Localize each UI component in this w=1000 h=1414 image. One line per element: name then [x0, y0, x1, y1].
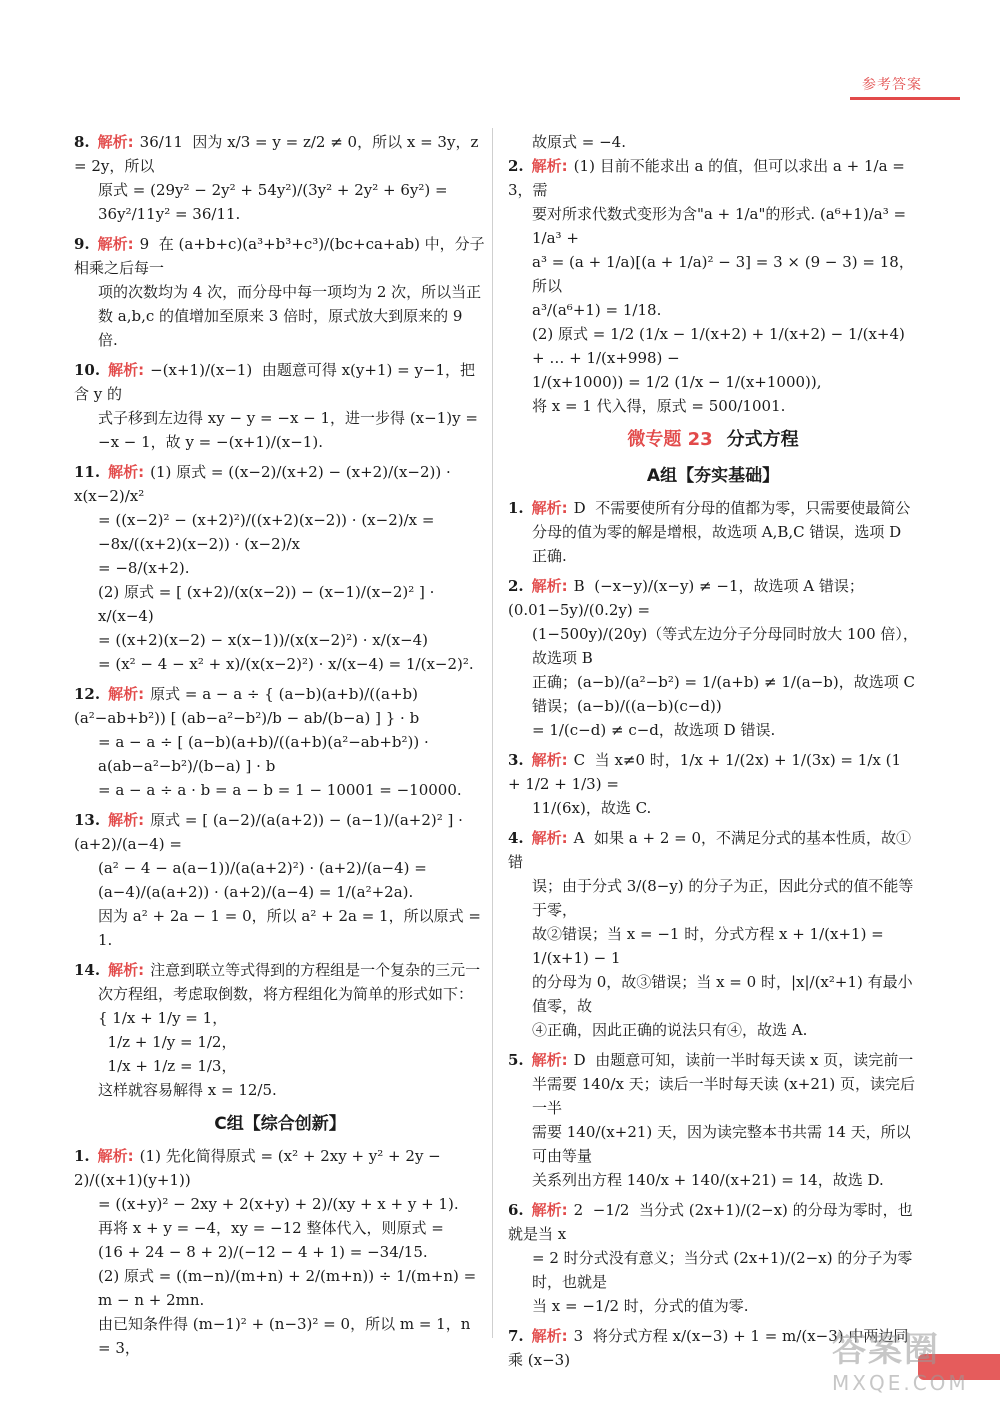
answer-text-line: = a − a ÷ a · b = a − b = 1 − 10001 = −10000.: [98, 781, 462, 799]
answer-item: [74, 808, 486, 952]
answer-first-line: [74, 808, 486, 856]
analysis-label: 解析:: [108, 961, 145, 979]
answer-text-line: (1) 原式 = ((x−2)/(x+2) − (x+2)/(x−2)) · x(x−2)/x²: [74, 463, 456, 505]
answer-number: 11.: [74, 463, 101, 481]
topic-number: 微专题 23: [627, 429, 713, 450]
answer-text-line: 原式 = a − a ÷ { (a−b)(a+b)/((a+b)(a²−ab+b²)) [ (ab−a²−b²)/b − ab/(b−a) ] } · b: [74, 685, 420, 727]
answer-text-line: 这样就容易解得 x = 12/5.: [98, 1081, 277, 1099]
answer-first-line: [74, 460, 486, 508]
section-heading-c: C组【综合创新】: [214, 1114, 346, 1134]
answer-text-line: 因为 a² + 2a − 1 = 0，所以 a² + 2a = 1，所以原式 = 1.: [98, 907, 486, 949]
answer-text-line: (16 + 24 − 8 + 2)/(−12 − 4 + 1) = −34/15.: [98, 1243, 428, 1261]
answer-text-line: 36/11 因为 x/3 = y = z/2 ≠ 0，所以 x = 3y，z = 2y，所以: [74, 133, 484, 175]
answer-item: [508, 496, 918, 568]
answer-item: [74, 460, 486, 676]
answer-text-line: 原式 = [ (a−2)/(a(a+2)) − (a−1)/(a+2)² ] · (a+2)/(a−4) =: [74, 811, 468, 853]
topic-heading: [508, 428, 918, 452]
answer-number: 5.: [508, 1051, 524, 1069]
answer-first-line: [74, 232, 486, 280]
answer-first-line: [508, 496, 918, 520]
answer-first-line: [74, 682, 486, 730]
answer-text-line: = (x² − 4 − x² + x)/(x(x−2)²) · x/(x−4) = 1/(x−2)².: [98, 655, 474, 673]
analysis-label: 解析:: [531, 499, 568, 517]
answer-first-line: [508, 574, 918, 622]
answer-text-line: 再将 x + y = −4，xy = −12 整体代入，则原式 =: [98, 1219, 444, 1237]
answer-text-line: (1) 先化简得原式 = (x² + 2xy + y² + 2y − 2)/((x+1)(y+1)): [74, 1147, 446, 1189]
answer-item: [74, 1144, 486, 1360]
answer-text-line: 注意到联立等式得到的方程组是一个复杂的三元一: [150, 961, 481, 979]
answer-number: 1.: [508, 499, 524, 517]
answer-item: [508, 574, 918, 742]
section-heading-a: A组【夯实基础】: [646, 466, 780, 486]
left-column: [74, 130, 486, 1366]
answer-first-line: [508, 826, 918, 874]
answer-text-line: B (−x−y)/(x−y) ≠ −1，故选项 A 错误；(0.01−5y)/(0.2y) =: [508, 577, 864, 619]
answer-text-line: 项的次数均为 4 次，而分母中每一项均为 2 次，所以当正: [98, 283, 482, 301]
answer-text-line: C 当 x≠0 时，1/x + 1/(2x) + 1/(3x) = 1/x (1 + 1/2 + 1/3) =: [508, 751, 906, 793]
answer-text-line: = 2 时分式没有意义；当分式 (2x+1)/(2−x) 的分子为零时，也就是: [532, 1249, 913, 1291]
column-divider: [492, 128, 493, 1338]
answer-number: 10.: [74, 361, 101, 379]
answer-text-line: (2) 原式 = 1/2 (1/x − 1/(x+2) + 1/(x+2) − 1/(x+4) + … + 1/(x+998) −: [532, 325, 910, 367]
answer-text-line: D 由题意可知，读前一半时每天读 x 页，读完前一: [573, 1051, 914, 1069]
answer-text-line: 1/(x+1000)) = 1/2 (1/x − 1/(x+1000)),: [532, 373, 822, 391]
answer-item: [74, 958, 486, 1102]
answer-number: 8.: [74, 133, 90, 151]
analysis-label: 解析:: [108, 463, 145, 481]
answer-first-line: [508, 748, 918, 796]
answer-text-line: 的分母为 0，故③错误；当 x = 0 时，|x|/(x²+1) 有最小值零，故: [532, 973, 913, 1015]
answer-text-line: 式子移到左边得 xy − y = −x − 1，进一步得 (x−1)y =: [98, 409, 478, 427]
answer-item: [508, 826, 918, 1042]
analysis-label: 解析:: [531, 157, 568, 175]
analysis-label: 解析:: [97, 235, 134, 253]
answer-text-line: −x − 1，故 y = −(x+1)/(x−1).: [98, 433, 323, 451]
answer-number: 9.: [74, 235, 90, 253]
answer-number: 2.: [508, 577, 524, 595]
answer-text-line: = ((x+2)(x−2) − x(x−1))/(x(x−2)²) · x/(x−4): [98, 631, 429, 649]
answer-text-line: = ((x−2)² − (x+2)²)/((x+2)(x−2)) · (x−2)/x = −8x/((x+2)(x−2)) · (x−2)/x: [98, 511, 440, 553]
answer-text-line: 1/z + 1/y = 1/2，: [98, 1033, 237, 1051]
page-header: [810, 0, 1000, 100]
answer-number: 13.: [74, 811, 101, 829]
answer-item: [508, 748, 918, 820]
answer-text-line: 半需要 140/x 天；读后一半时每天读 (x+21) 页，读完后一半: [532, 1075, 916, 1117]
answer-text-line: (1−500y)/(20y)（等式左边分子分母同时放大 100 倍），故选项 B: [532, 625, 918, 667]
answer-text-line: 次方程组，考虑取倒数，将方程组化为简单的形式如下：: [98, 985, 474, 1003]
answer-text-line: A 如果 a + 2 = 0，不满足分式的基本性质，故①错: [508, 829, 912, 871]
answer-item: [508, 1198, 918, 1318]
answer-text-line: 1/x + 1/z = 1/3，: [98, 1057, 237, 1075]
watermark: [832, 1322, 982, 1395]
answer-first-line: [508, 154, 918, 202]
answer-text-line: 原式 = (29y² − 2y² + 54y²)/(3y² + 2y² + 6y²) = 36y²/11y² = 36/11.: [98, 181, 453, 223]
answer-first-line: [74, 130, 486, 178]
analysis-label: 解析:: [108, 361, 145, 379]
answer-text-line: 故②错误；当 x = −1 时，分式方程 x + 1/(x+1) = 1/(x+1) − 1: [532, 925, 889, 967]
answer-text-line: (2) 原式 = [ (x+2)/(x(x−2)) − (x−1)/(x−2)² ] · x/(x−4): [98, 583, 440, 625]
header-rule: [850, 97, 960, 100]
answer-text-line: 11/(6x)，故选 C.: [532, 799, 652, 817]
answer-number: 12.: [74, 685, 101, 703]
analysis-label: 解析:: [97, 133, 134, 151]
answer-first-line: [508, 1198, 918, 1246]
answer-text-line: = a − a ÷ [ (a−b)(a+b)/((a+b)(a²−ab+b²)) · a(ab−a²−b²)/(b−a) ] · b: [98, 733, 434, 775]
answer-number: 14.: [74, 961, 101, 979]
answer-text-line: (1) 目前不能求出 a 的值，但可以求出 a + 1/a = 3，需: [508, 157, 910, 199]
answer-text-line: (a² − 4 − a(a−1))/(a(a+2)²) · (a+2)/(a−4) = (a−4)/(a(a+2)) · (a+2)/(a−4) = 1/(a²+2a).: [98, 859, 432, 901]
watermark-logo-text: 答案圈: [832, 1330, 940, 1370]
header-title: 参考答案: [862, 77, 922, 93]
answer-text-line: 误；由于分式 3/(8−y) 的分子为正，因此分式的值不能等于零，: [532, 877, 914, 919]
answer-first-line: [74, 358, 486, 406]
answer-text-line: 要对所求代数式变形为含"a + 1/a"的形式. (a⁶+1)/a³ = 1/a³ +: [532, 205, 911, 247]
answer-text-line: (2) 原式 = ((m−n)/(m+n) + 2/(m+n)) ÷ 1/(m+n) = m − n + 2mn.: [98, 1267, 482, 1309]
answer-text-line: = −8/(x+2).: [98, 559, 190, 577]
answer-first-line: [74, 958, 486, 982]
answer-item: [74, 682, 486, 802]
answer-item: [508, 154, 918, 418]
answer-text-line: { 1/x + 1/y = 1，: [98, 1009, 228, 1027]
answer-text-line: ④正确，因此正确的说法只有④，故选 A.: [532, 1021, 808, 1039]
answer-text-line: 正确；(a−b)/(a²−b²) = 1/(a+b) ≠ 1/(a−b)，故选项 C 错误；(a−b)/((a−b)(c−d)): [532, 673, 920, 715]
answer-number: 3.: [508, 751, 524, 769]
answer-text-line: a³ = (a + 1/a)[(a + 1/a)² − 3] = 3 × (9 − 3) = 18，所以: [532, 253, 914, 295]
answer-text-line: 分母的值为零的解是增根，故选项 A,B,C 错误，选项 D: [532, 523, 902, 541]
answer-text-line: D 不需要使所有分母的值都为零，只需要使最简公: [573, 499, 911, 517]
answer-number: 4.: [508, 829, 524, 847]
analysis-label: 解析:: [531, 1327, 568, 1345]
answer-number: 2.: [508, 157, 524, 175]
answer-text-line: 数 a,b,c 的值增加至原来 3 倍时，原式放大到原来的 9 倍.: [98, 307, 468, 349]
analysis-label: 解析:: [108, 685, 145, 703]
analysis-label: 解析:: [531, 577, 568, 595]
answer-text-line: 正确.: [532, 547, 567, 565]
answer-text-line: a³/(a⁶+1) = 1/18.: [532, 301, 662, 319]
analysis-label: 解析:: [531, 829, 568, 847]
answer-text-line: 需要 140/(x+21) 天，因为读完整本书共需 14 天，所以可由等量: [532, 1123, 911, 1165]
continued-line: 故原式 = −4.: [532, 133, 626, 151]
answer-item: [74, 358, 486, 454]
analysis-label: 解析:: [108, 811, 145, 829]
answer-number: 6.: [508, 1201, 524, 1219]
answer-text-line: = ((x+y)² − 2xy + 2(x+y) + 2)/(xy + x + y + 1).: [98, 1195, 459, 1213]
answer-text-line: 2 −1/2 当分式 (2x+1)/(2−x) 的分母为零时，也就是当 x: [508, 1201, 913, 1243]
answer-number: 7.: [508, 1327, 524, 1345]
answer-text-line: 3 将分式方程 x/(x−3) + 1 = m/(x−3) 中两边同乘 (x−3): [508, 1327, 909, 1369]
answer-text-line: 关系列出方程 140/x + 140/(x+21) = 14，故选 D.: [532, 1171, 884, 1189]
analysis-label: 解析:: [531, 751, 568, 769]
answer-text-line: −(x+1)/(x−1) 由题意可得 x(y+1) = y−1，把含 y 的: [74, 361, 476, 403]
answer-text-line: = 1/(c−d) ≠ c−d，故选项 D 错误.: [532, 721, 776, 739]
answer-text-line: 9 在 (a+b+c)(a³+b³+c³)/(bc+ca+ab) 中，分子相乘之后每一: [74, 235, 485, 277]
watermark-url: MXQE.COM: [832, 1371, 969, 1395]
answer-text-line: 由已知条件得 (m−1)² + (n−3)² = 0，所以 m = 1，n = 3，: [98, 1315, 476, 1357]
answer-first-line: [508, 1048, 918, 1072]
answer-item: [74, 130, 486, 226]
analysis-label: 解析:: [531, 1201, 568, 1219]
analysis-label: 解析:: [97, 1147, 134, 1165]
answer-text-line: 当 x = −1/2 时，分式的值为零.: [532, 1297, 749, 1315]
topic-name: 分式方程: [726, 429, 799, 450]
answer-item: [74, 232, 486, 352]
answer-number: 1.: [74, 1147, 90, 1165]
analysis-label: 解析:: [531, 1051, 568, 1069]
answer-item: [508, 1048, 918, 1192]
right-column: [508, 130, 918, 1378]
answer-first-line: [74, 1144, 486, 1192]
answer-text-line: 将 x = 1 代入得，原式 = 500/1001.: [532, 397, 786, 415]
